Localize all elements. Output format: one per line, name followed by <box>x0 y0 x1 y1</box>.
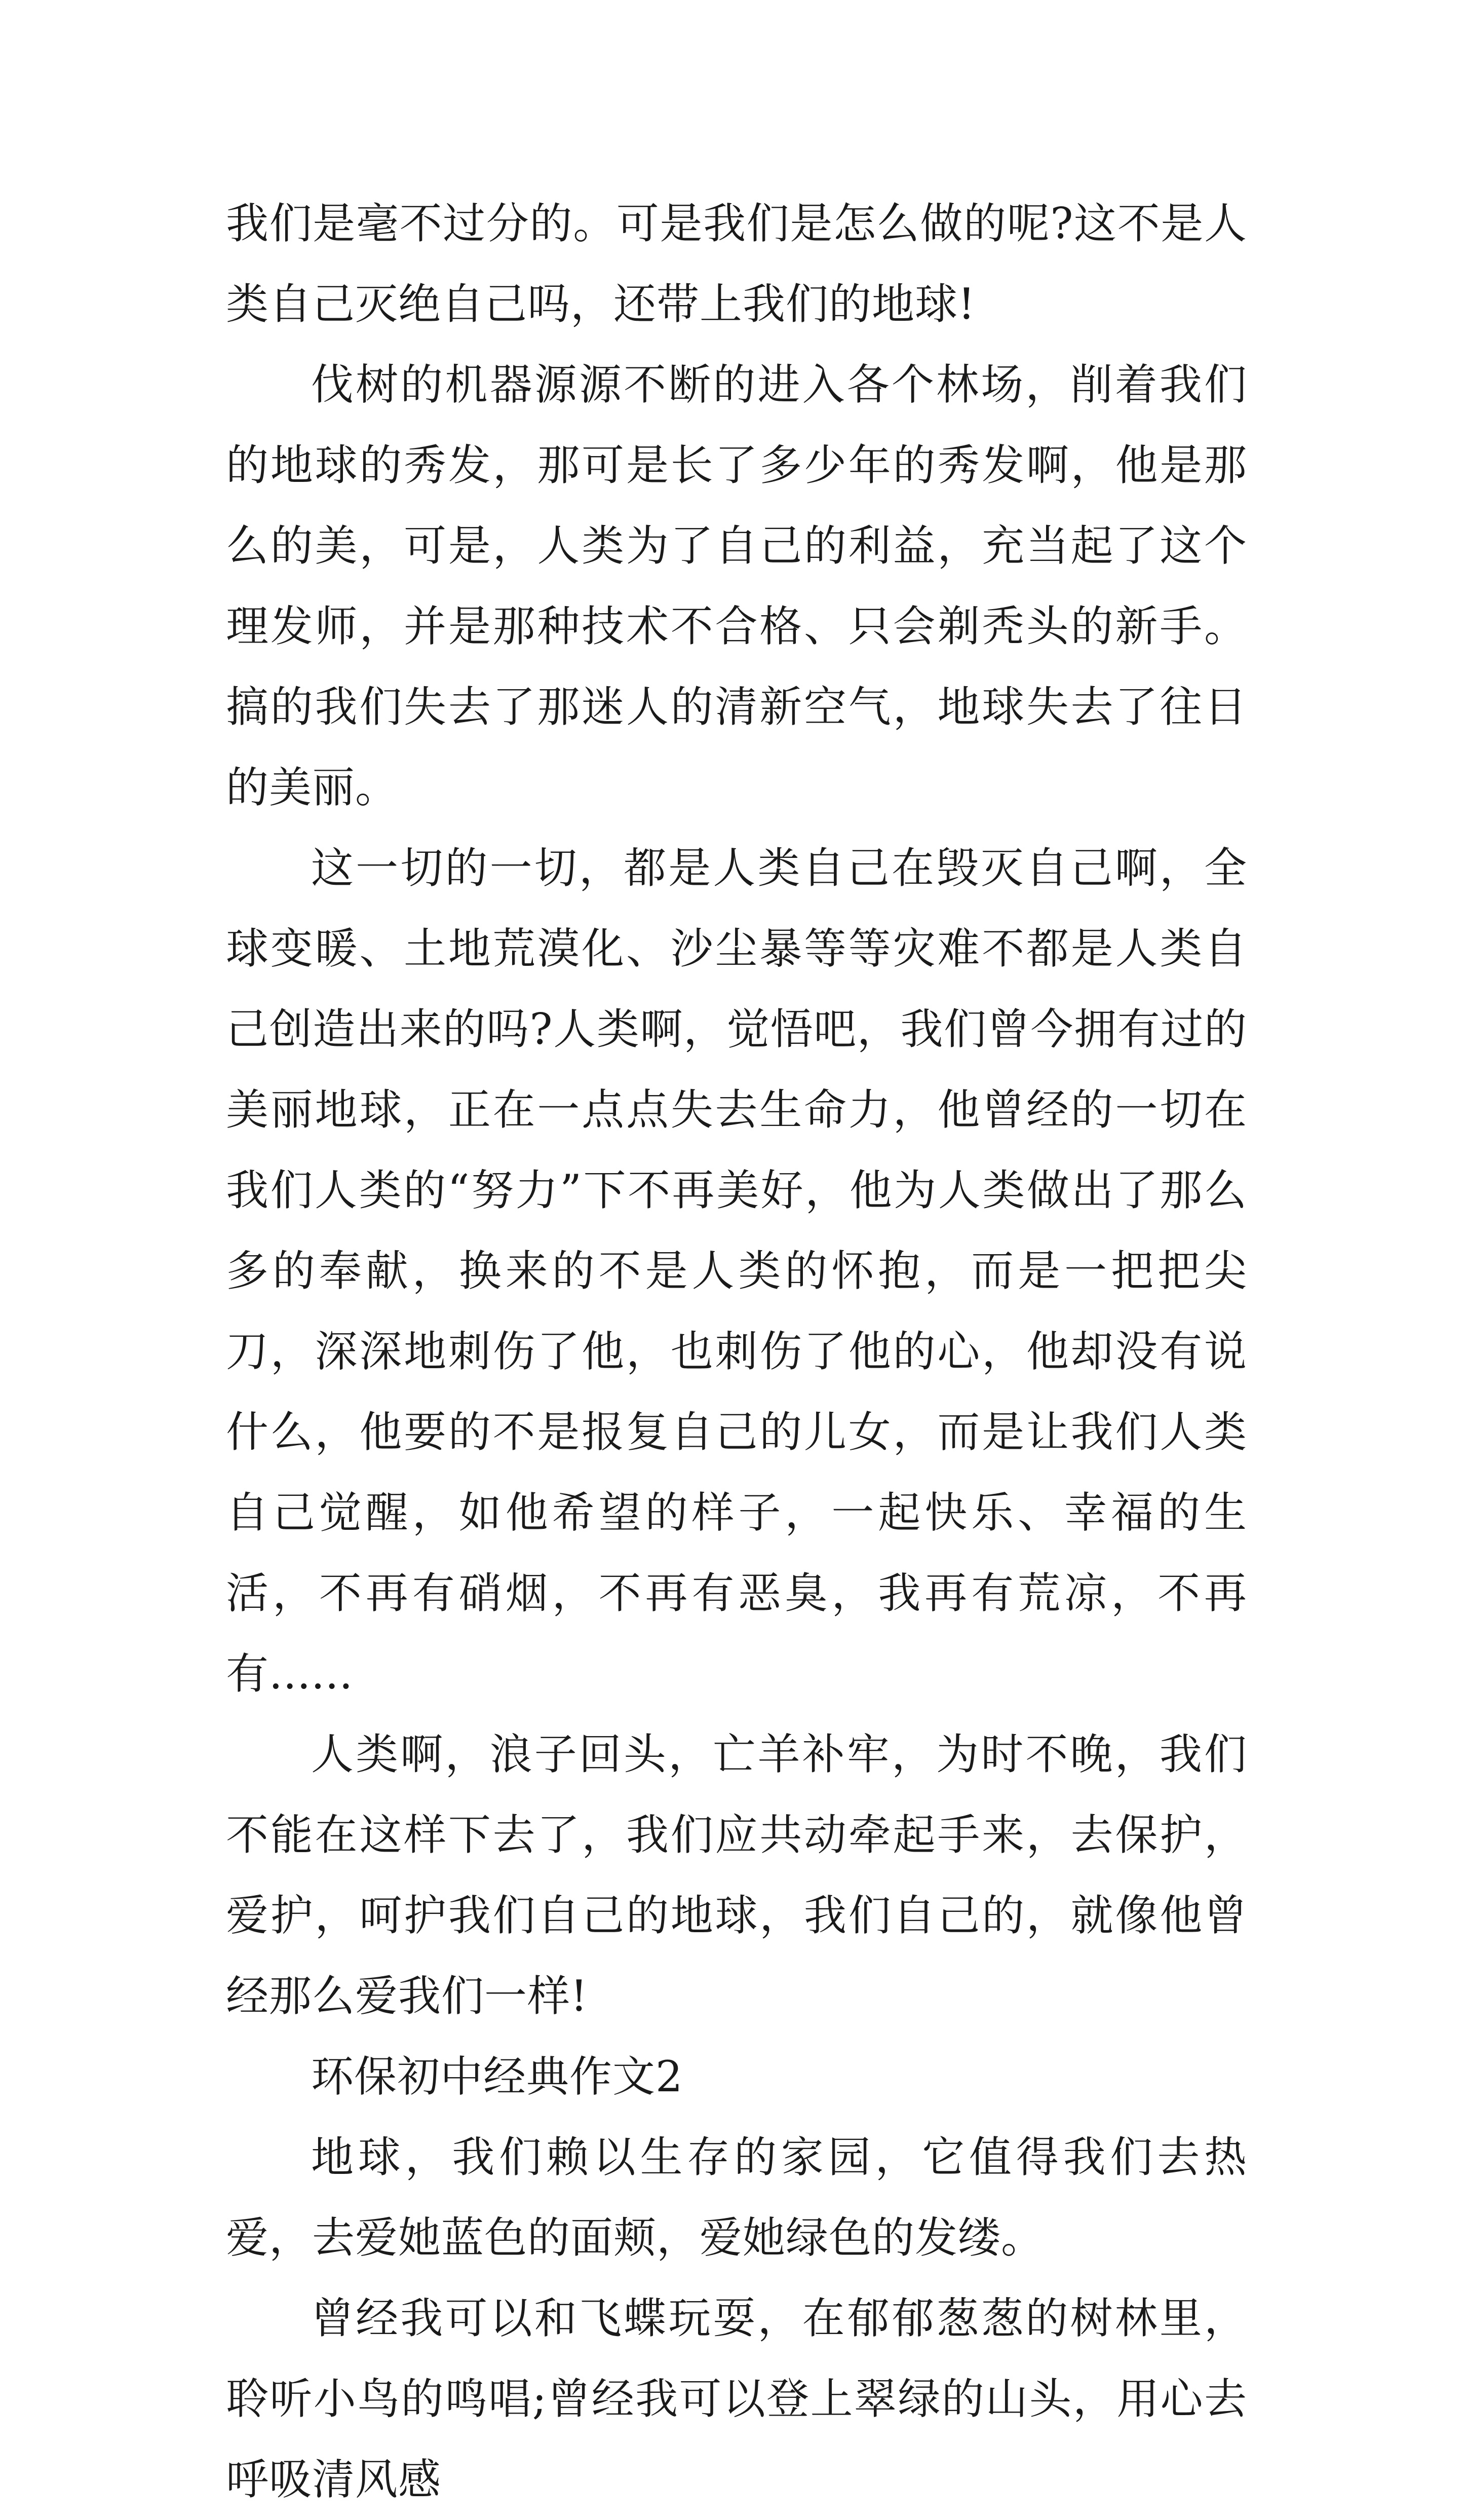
paragraph-2: 伐树的机器源源不断的进入各个林场，削着我们的地球的秀发，那可是长了多少年的秀发啊，他是那么的美，可是，人类为了自己的利益，充当起了这个理发师，并是那种技术不合格、只会剃秃头的新手。搞的我们失去了那迷人的清新空气，地球失去了往日的美丽。 <box>226 360 1247 812</box>
document-body <box>226 183 1247 2520</box>
paragraph-1: 我们是毫不过分的。可是我们是怎么做的呢?这不是人类自己灭绝自己吗，还带上我们的地球! <box>226 199 1247 329</box>
section-heading: 环保初中经典作文2 <box>311 2052 683 2101</box>
paragraph-3: 这一切的一切，都是人类自己在毁灭自己啊，全球变暖、土地荒漠化、沙尘暴等等灾难不都是人类自己创造出来的吗?人类啊，觉悟吧，我们曾今拥有过的美丽地球，正在一点点失去生命力，他曾经的一切在我们人类的“努力”下不再美好，他为人类做出了那么多的奉献，换来的不是人类的怀抱，而是一把把尖刀，深深地刺伤了他，也刺伤了他的心，他却没有说什么，他要的不是报复自己的儿女，而是让我们人类自己觉醒，如他希望的样子，一起快乐、幸福的生活，不再有硝烟，不再有恶臭，我再有荒凉，不再有...... <box>226 843 1247 1699</box>
paragraph-4: 人类啊，浪子回头，亡羊补牢，为时不晚，我们不能在这样下去了，我们应共动牵起手来，去保护，爱护，呵护我们自己的地球，我们自己的，就像他曾经那么爱我们一样! <box>226 1729 1247 2021</box>
paragraph-5: 地球，我们赖以生存的家园，它值得我们去热爱，去爱她蓝色的面颊，爱她绿色的发缕。 <box>226 2132 1247 2263</box>
paragraph-6: 曾经我可以和飞蝶玩耍，在郁郁葱葱的树林里，聆听小鸟的鸣唱;曾经我可以登上翠绿的山头，用心去呼吸清风感 <box>226 2293 1247 2504</box>
